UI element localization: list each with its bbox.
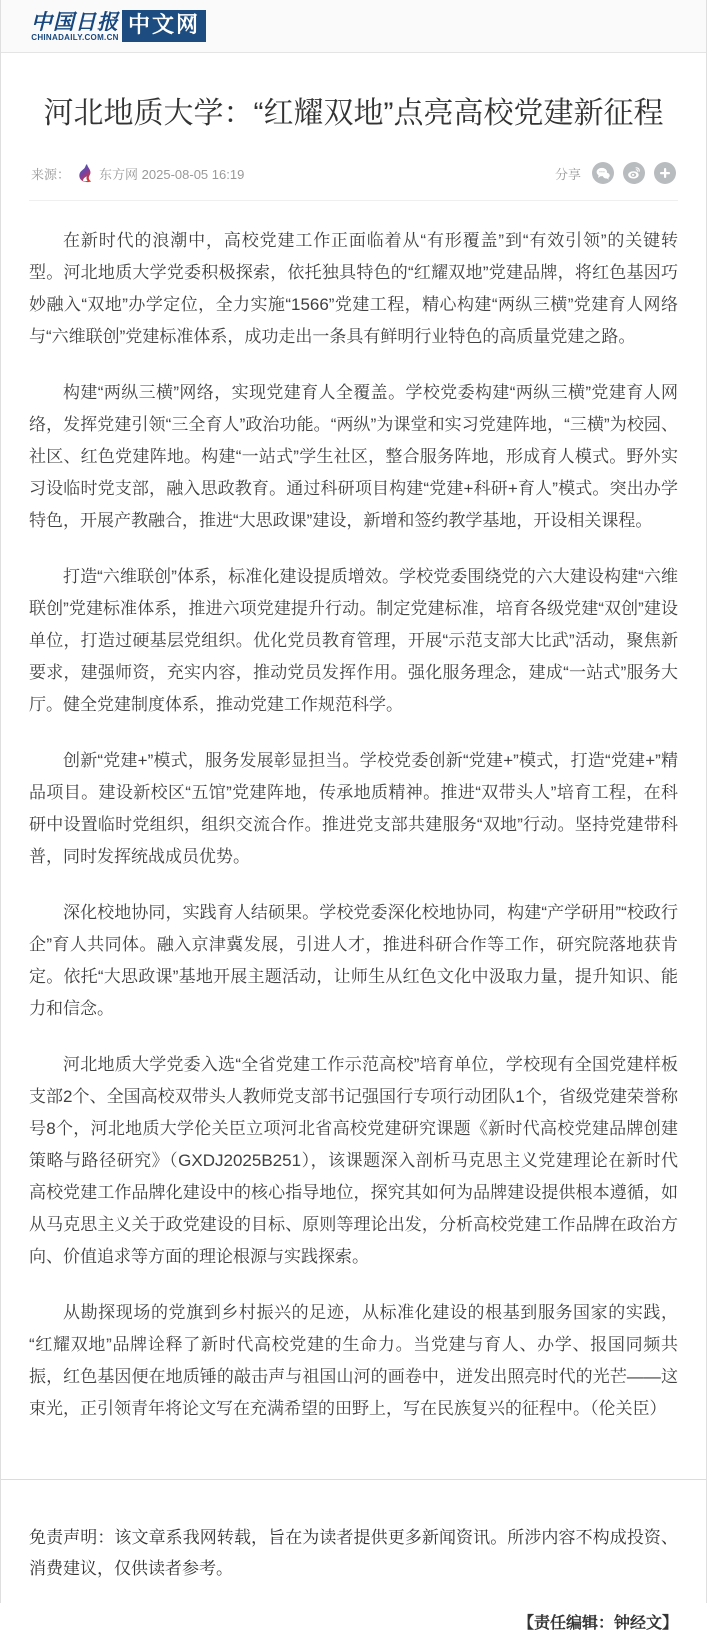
share-label: 分享 <box>554 166 581 182</box>
source-info <box>31 164 555 183</box>
article-meta-row <box>29 156 678 201</box>
article-paragraph: 在新时代的浪潮中，高校党建工作正面临着从“有形覆盖”到“有效引领”的关键转型。河北地质大学党委积极探索，依托独具特色的“红耀双地”党建品牌，将红色基因巧妙融入“双地”办学定位，全力实施“1566”党建工程，精心构建“两纵三横”党建育人网络与“六维联创”党建标准体系，成功走出一条具有鲜明行业特色的高质量党建之路。 <box>29 231 678 346</box>
logo-cn-text: 中国日报 <box>31 8 119 34</box>
plus-icon[interactable] <box>654 162 676 184</box>
article-paragraph: 打造“六维联创”体系，标准化建设提质增效。学校党委围绕党的六大建设构建“六维联创”党建标准体系，推进六项党建提升行动。制定党建标准，培育各级党建“双创”建设单位，打造过硬基层党组织。优化党员教育管理，开展“示范支部大比武”活动，聚焦新要求，建强师资，充实内容，推动党员发挥作用。强化服务理念，建成“一站式”服务大厅。健全党建制度体系，推动党建工作规范科学。 <box>29 567 678 714</box>
article-body <box>29 225 678 1425</box>
share-bar <box>555 162 676 184</box>
page-footer <box>1 1480 706 1633</box>
article-paragraph: 从勘探现场的党旗到乡村振兴的足迹，从标准化建设的根基到服务国家的实践，“红耀双地”品牌诠释了新时代高校党建的生命力。当党建与育人、办学、报国同频共振，红色基因便在地质锤的敲击声与祖国山河的画卷中，迸发出照亮时代的光芒——这束光，正引领青年将论文写在充满希望的田野上，写在民族复兴的征程中。（伦关臣） <box>29 1303 678 1418</box>
dongfangwang-flame-icon <box>77 164 92 183</box>
source-label: 来源： <box>31 166 71 182</box>
source-name-and-time <box>99 164 244 183</box>
article-paragraph: 创新“党建+”模式，服务发展彰显担当。学校党委创新“党建+”模式，打造“党建+”精品项目。建设新校区“五馆”党建阵地，传承地质精神。推进“双带头人”培育工程，在科研中设置临时党组织，组织交流合作。推进党支部共建服务“双地”行动。坚持党建带科普，同时发挥统战成员优势。 <box>29 751 678 866</box>
wechat-icon[interactable] <box>592 162 614 184</box>
responsible-editor: 【责任编辑：钟经文】 <box>517 1615 678 1632</box>
article-paragraph: 构建“两纵三横”网络，实现党建育人全覆盖。学校党委构建“两纵三横”党建育人网络，发挥党建引领“三全育人”政治功能。“两纵”为课堂和实习党建阵地，“三横”为校园、社区、红色党建阵地。构建“一站式”学生社区，整合服务阵地，形成育人模式。野外实习设临时党支部，融入思政教育。通过科研项目构建“党建+科研+育人”模式。突出办学特色，开展产教融合，推进“大思政课”建设，新增和签约教学基地，开设相关课程。 <box>29 383 678 530</box>
chinadaily-logo[interactable] <box>31 10 206 42</box>
logo-en-text: CHINADAILY.COM.CN <box>31 32 119 42</box>
article <box>1 53 706 1480</box>
logo-calligraphy-block <box>31 8 119 42</box>
weibo-icon[interactable] <box>623 162 645 184</box>
site-header <box>1 0 706 53</box>
logo-zhongwenwang-badge: 中文网 <box>122 10 206 42</box>
publish-time: 2025-08-05 16:19 <box>141 166 245 182</box>
disclaimer-text: 免责声明：该文章系我网转载，旨在为读者提供更多新闻资讯。所涉内容不构成投资、消费建议，仅供读者参考。 <box>29 1528 678 1578</box>
article-title: 河北地质大学：“红耀双地”点亮高校党建新征程 <box>43 97 664 130</box>
article-paragraph: 河北地质大学党委入选“全省党建工作示范高校”培育单位，学校现有全国党建样板支部2个、全国高校双带头人教师党支部书记强国行专项行动团队1个，省级党建荣誉称号8个，河北地质大学伦关臣立项河北省高校党建研究课题《新时代高校党建品牌创建策略与路径研究》（GXDJ2025B251），该课题深入剖析马克思主义党建理论在新时代高校党建工作品牌化建设中的核心指导地位，探究其如何为品牌建设提供根本遵循，如从马克思主义关于政党建设的目标、原则等理论出发，分析高校党建工作品牌在政治方向、价值追求等方面的理论根源与实践探索。 <box>29 1055 678 1266</box>
article-paragraph: 深化校地协同，实践育人结硕果。学校党委深化校地协同，构建“产学研用”“校政行企”育人共同体。融入京津冀发展，引进人才，推进科研合作等工作，研究院落地获肯定。依托“大思政课”基地开展主题活动，让师生从红色文化中汲取力量，提升知识、能力和信念。 <box>29 903 678 1018</box>
source-name: 东方网 <box>99 166 139 182</box>
